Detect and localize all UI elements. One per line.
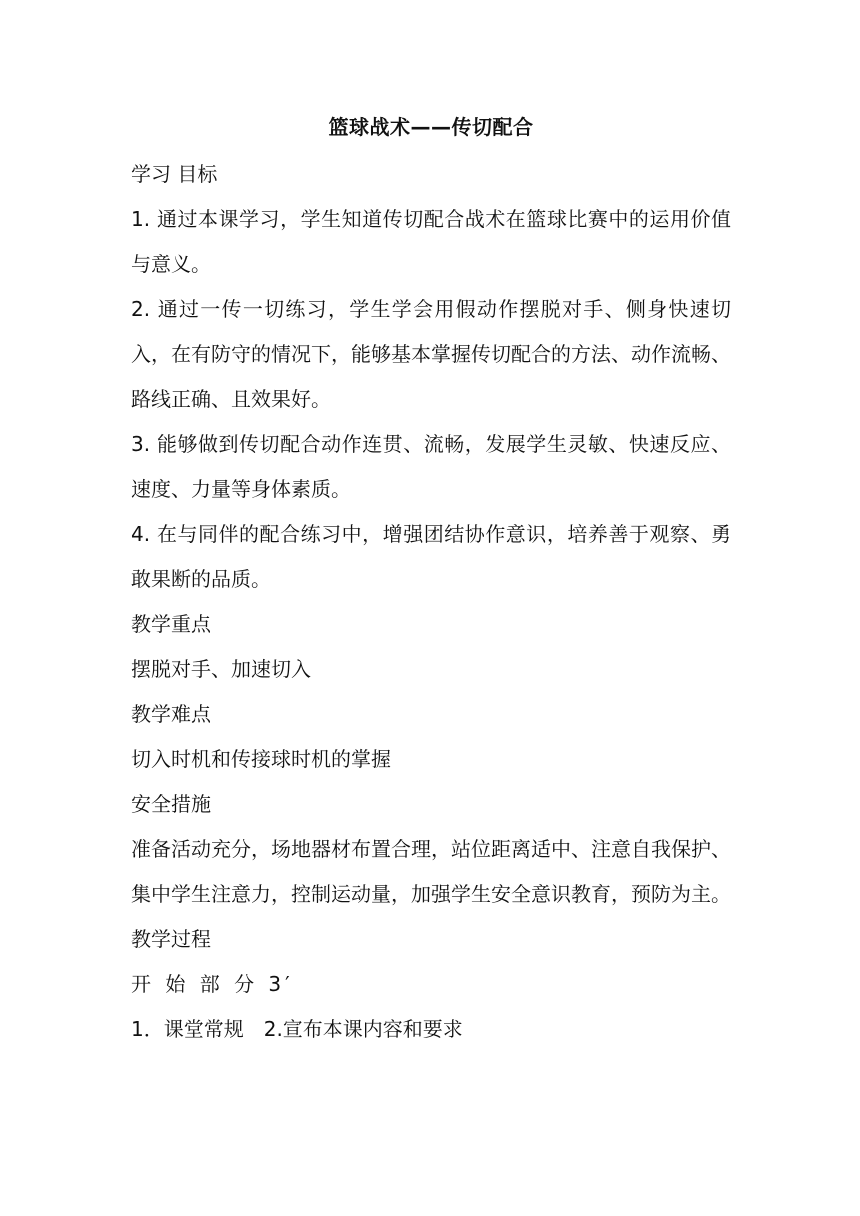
heading-key-points: 教学重点 [131,612,211,636]
heading-difficulties: 教学难点 [131,702,211,726]
safety-text: 准备活动充分，场地器材布置合理，站位距离适中、注意自我保护、集中学生注意力，控制运动量，加强学生安全意识教育，预防为主。 [131,837,731,906]
process-section-start: 开 始 部 分 3′ [131,972,294,996]
heading-process: 教学过程 [131,927,211,951]
document-title: 篮球战术——传切配合 [328,115,534,139]
goal-item-3: 3. 能够做到传切配合动作连贯、流畅，发展学生灵敏、快速反应、速度、力量等身体素质。 [131,432,731,501]
goal-item-1: 1. 通过本课学习，学生知道传切配合战术在篮球比赛中的运用价值与意义。 [131,207,731,276]
heading-safety: 安全措施 [131,792,211,816]
document-body [131,112,731,1052]
difficulties-text: 切入时机和传接球时机的掌握 [131,747,391,771]
heading-learning-goals: 学习 目标 [131,162,218,186]
key-points-text: 摆脱对手、加速切入 [131,657,311,681]
goal-item-4: 4. 在与同伴的配合练习中，增强团结协作意识，培养善于观察、勇敢果断的品质。 [131,522,731,591]
process-item-1: 1．课堂常规 2.宣布本课内容和要求 [131,1017,463,1041]
goal-item-2: 2. 通过一传一切练习，学生学会用假动作摆脱对手、侧身快速切入，在有防守的情况下，能够基本掌握传切配合的方法、动作流畅、路线正确、且效果好。 [131,297,731,411]
